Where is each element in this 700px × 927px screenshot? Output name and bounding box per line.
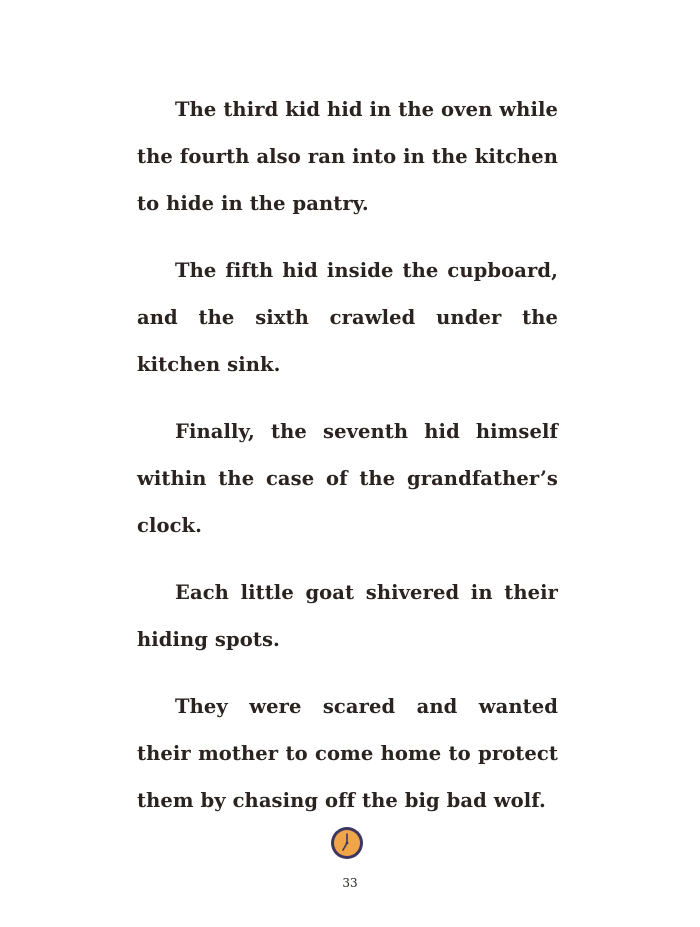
story-text [137, 86, 558, 844]
paragraph: Each little goat shivered in their hiding spots. [137, 581, 558, 651]
paragraph: They were scared and wanted their mother to come home to protect them by chasing off the big bad wolf. [137, 695, 558, 812]
page-number: 33 [342, 876, 358, 890]
paragraph: Finally, the seventh hid himself within the case of the grandfather’s clock. [137, 420, 558, 537]
paragraph: The third kid hid in the oven while the fourth also ran into in the kitchen to hide in the pantry. [137, 98, 558, 215]
paragraph: The fifth hid inside the cupboard, and the sixth crawled under the kitchen sink. [137, 259, 558, 376]
clock-icon [330, 826, 364, 860]
